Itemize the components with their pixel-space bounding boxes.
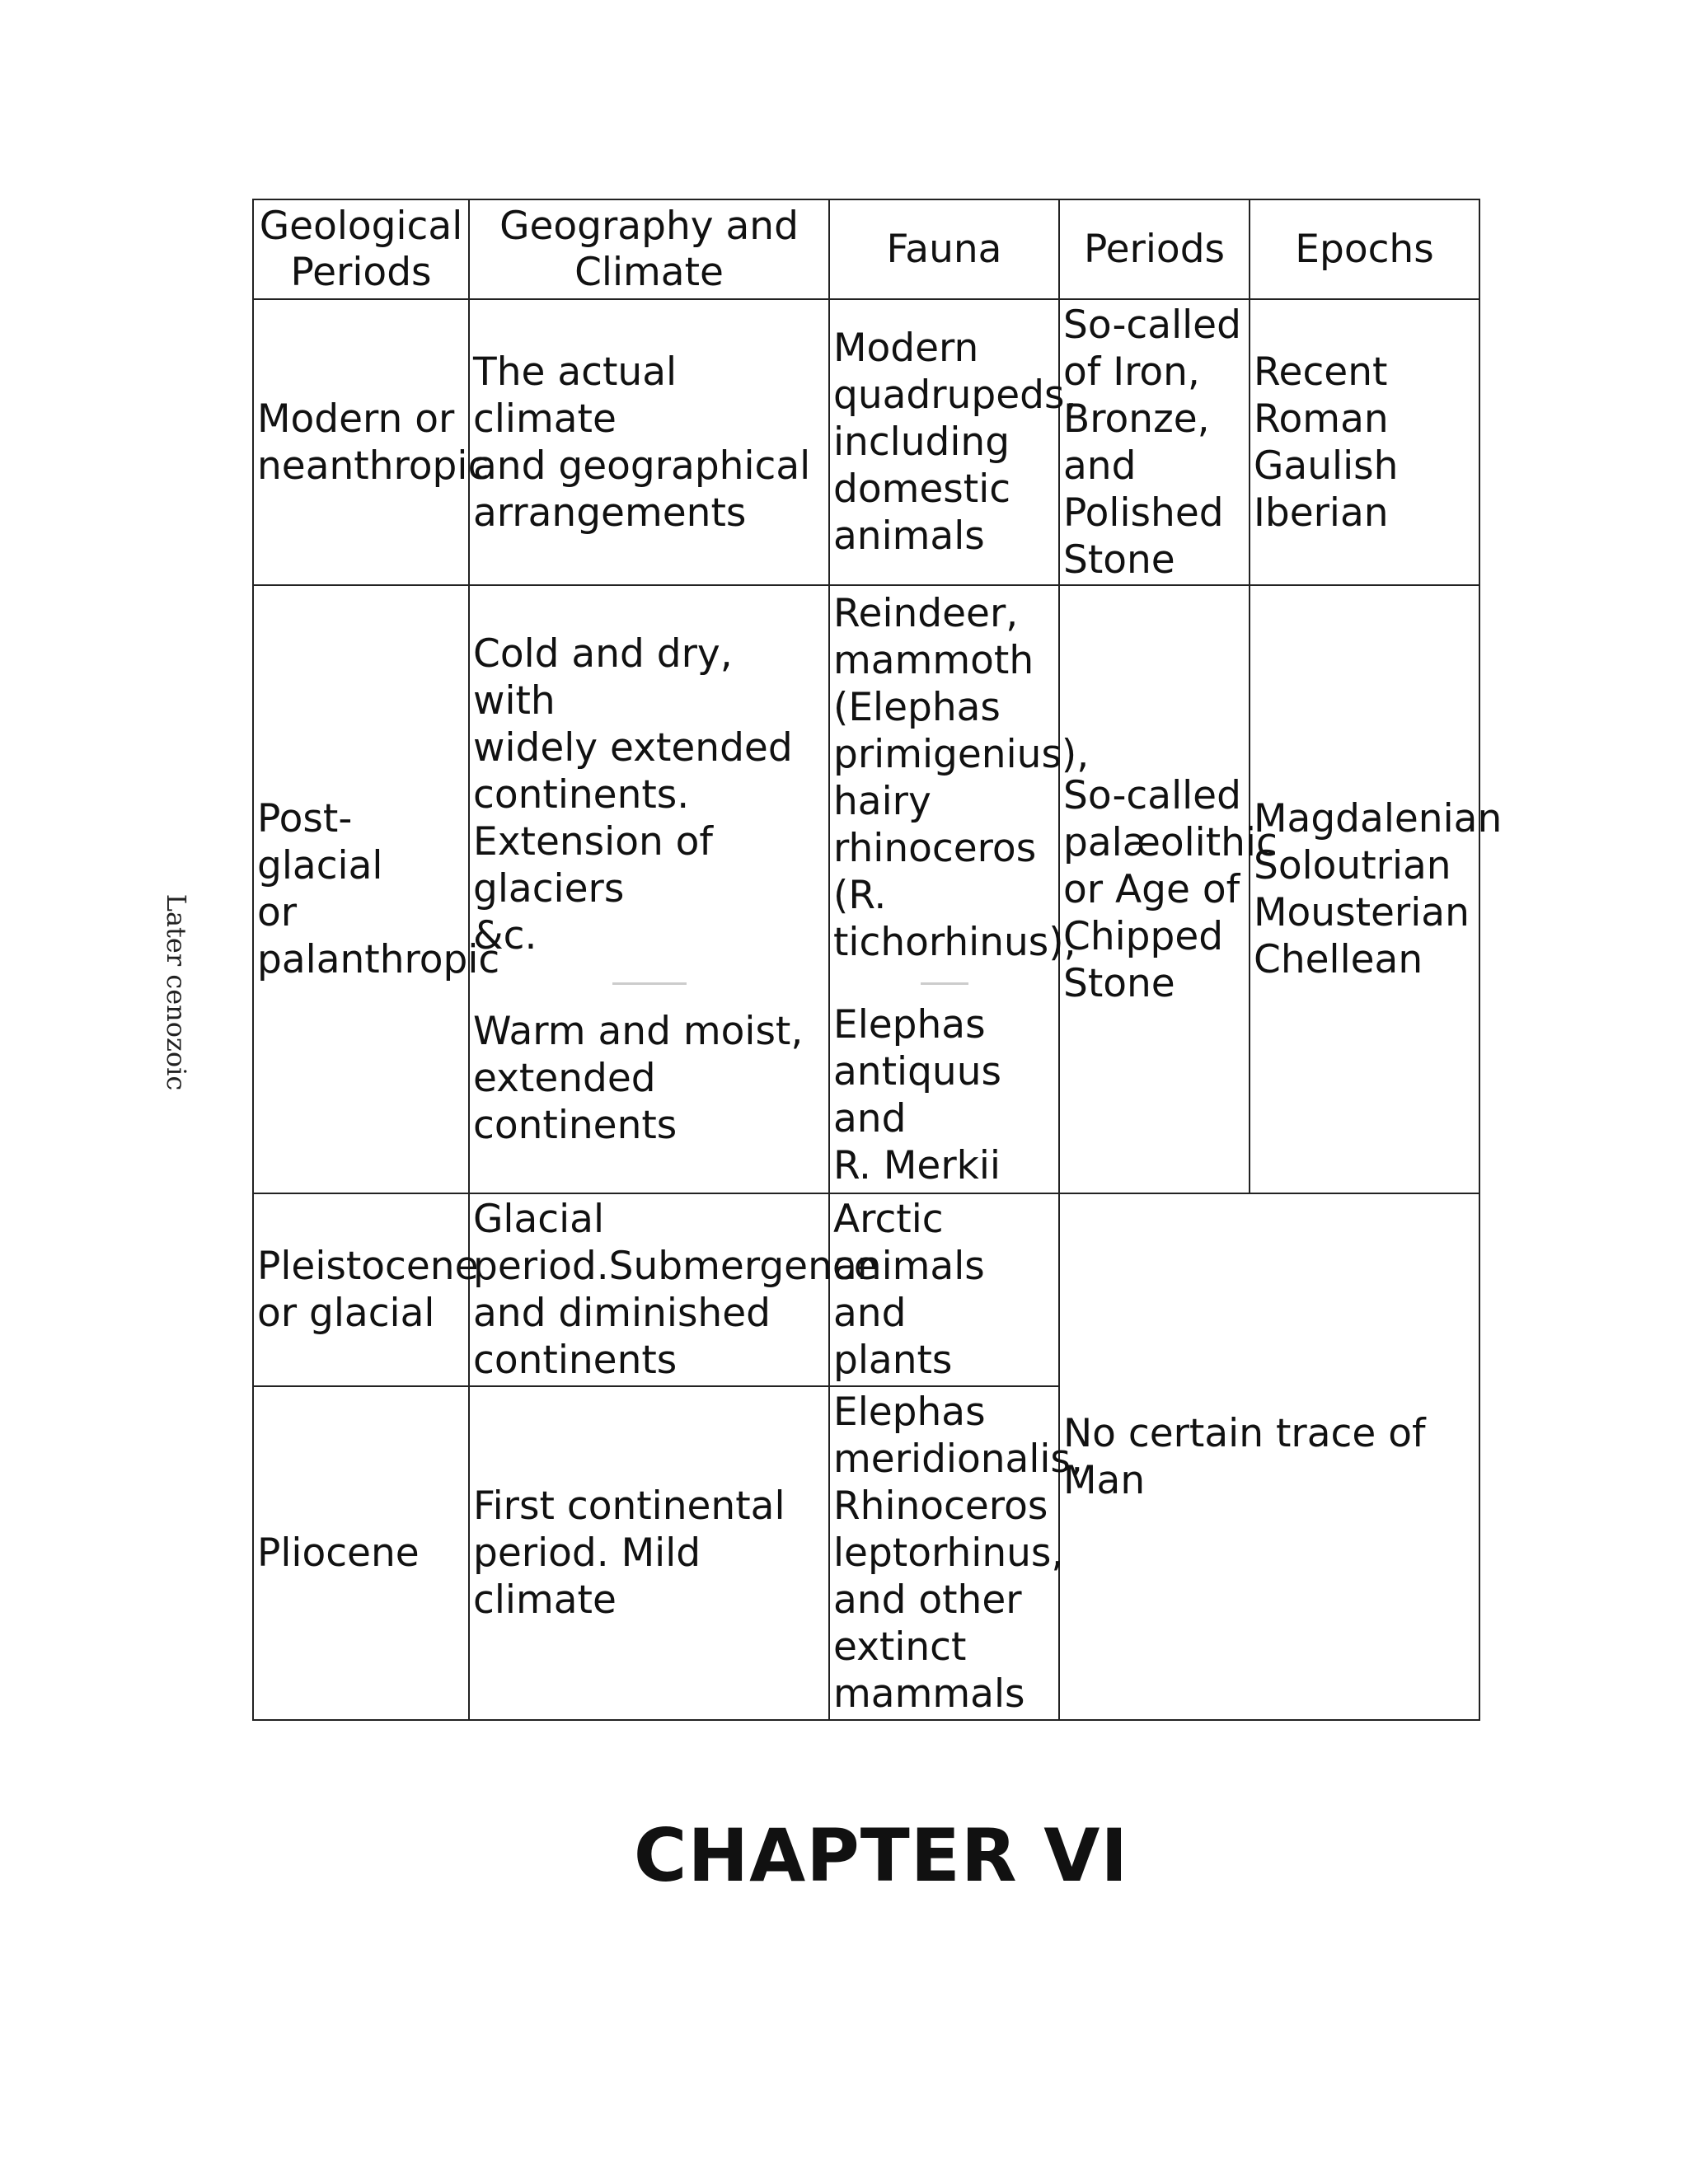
postglacial-fauna-upper: Reindeer, mammoth (Elephas primigenius), hairy rhinoceros (R. tichorhinus), (833, 590, 1090, 965)
cell-modern-fauna: Modern quadrupeds, including domestic animals (829, 299, 1059, 585)
table-row-modern (253, 299, 1479, 585)
cell-pliocene-geography: First continental period. Mild climate (469, 1386, 829, 1720)
header-epochs: Epochs (1250, 199, 1479, 299)
chapter-heading: CHAPTER VI (633, 1813, 1129, 1898)
cell-modern-geological: Modern or neanthropic (253, 299, 469, 585)
cell-no-certain-trace: No certain trace of Man (1059, 1193, 1479, 1720)
cell-pleistocene-geological: Pleistocene or glacial (253, 1193, 469, 1386)
cell-postglacial-periods: So-called palæolithic or Age of Chipped Stone (1059, 585, 1250, 1193)
header-geography-climate: Geography and Climate (469, 199, 829, 299)
cell-modern-periods: So-called of Iron, Bronze, and Polished Stone (1059, 299, 1250, 585)
cell-modern-geography: The actual climate and geographical arrangements (469, 299, 829, 585)
cell-postglacial-fauna (829, 585, 1090, 1193)
cell-pleistocene-fauna: Arctic animals and plants (829, 1193, 1059, 1386)
table-row-post-glacial (253, 585, 1479, 1193)
table-row-pleistocene (253, 1193, 1479, 1386)
cell-postglacial-geological: Post-glacial or palanthropic (253, 585, 469, 1193)
cell-postglacial-geography (469, 585, 829, 1193)
postglacial-fauna-lower: Elephas antiquus and R. Merkii (833, 1001, 1001, 1188)
cell-postglacial-epochs: Magdalenian Soloutrian Mousterian Chellean (1250, 585, 1479, 1193)
cell-pliocene-geological: Pliocene (253, 1386, 469, 1720)
header-geological-periods: Geological Periods (253, 199, 469, 299)
header-fauna: Fauna (829, 199, 1059, 299)
geography-divider (612, 982, 687, 985)
table-header-row (253, 199, 1479, 299)
header-periods: Periods (1059, 199, 1250, 299)
geological-table (252, 199, 1503, 1721)
cell-pleistocene-geography: Glacial period.Submergence and diminished continents (469, 1193, 829, 1386)
fauna-divider (921, 982, 968, 985)
postglacial-geography-lower: Warm and moist, extended continents (473, 1008, 804, 1148)
cell-modern-epochs: Recent Roman Gaulish Iberian (1250, 299, 1479, 585)
cell-pliocene-fauna: Elephas meridionalis, Rhinoceros leptorhinus, and other extinct mammals (829, 1386, 1059, 1720)
postglacial-geography-upper: Cold and dry, with widely extended continents. Extension of glaciers &c. (473, 630, 793, 958)
side-label-later-cenozoic: Later cenozoic (161, 893, 192, 1091)
